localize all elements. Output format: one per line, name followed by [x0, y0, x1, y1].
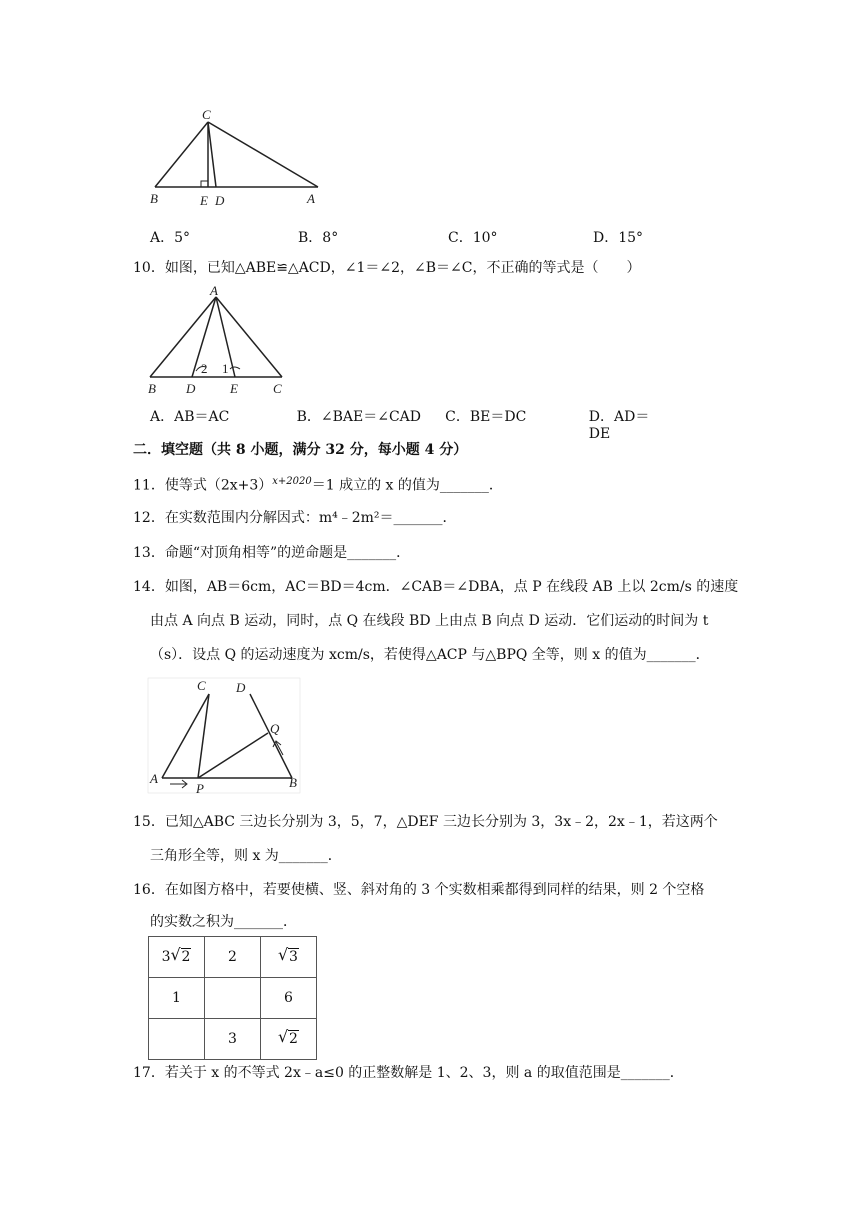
- q12: 12．在实数范围内分解因式：m⁴﹣2m²＝_______．: [133, 510, 457, 526]
- magic-square-grid: [148, 936, 317, 1060]
- label-D: D: [215, 193, 225, 208]
- label-B: B: [289, 775, 297, 790]
- grid-cell: [261, 1019, 317, 1060]
- label-A: A: [210, 285, 218, 298]
- q16-line-2: 的实数之积为_______．: [150, 914, 297, 930]
- q9-option-a[interactable]: A．5°: [150, 230, 191, 246]
- grid-cell: 3: [205, 1019, 261, 1060]
- q9-option-b[interactable]: B．8°: [298, 230, 339, 246]
- label-E: E: [230, 381, 238, 396]
- grid-cell: 1: [149, 978, 205, 1019]
- label-C: C: [197, 678, 206, 693]
- figure-q9-triangle: [140, 105, 340, 210]
- q10-option-d[interactable]: D．AD＝DE: [588, 409, 650, 442]
- q10-option-b[interactable]: B．∠BAE＝∠CAD: [296, 409, 422, 425]
- sqrt-icon: √ 2: [170, 945, 191, 965]
- label-B: B: [150, 191, 158, 206]
- q17: 17．若关于 x 的不等式 2x﹣a≤0 的正整数解是 1、2、3，则 a 的取值范围是_______．: [133, 1065, 684, 1081]
- grid-cell-blank: [149, 1019, 205, 1060]
- q11-post: ＝1 成立的 x 的值为_______．: [311, 477, 503, 494]
- grid-cell: 3 √ 2: [149, 937, 205, 978]
- q9-option-d[interactable]: D．15°: [593, 230, 644, 246]
- q16-line-1: 16．在如图方格中，若要使横、竖、斜对角的 3 个实数相乘都得到同样的结果，则 2 个空格: [133, 882, 705, 898]
- label-E: E: [200, 193, 208, 208]
- q14-line-2: 由点 A 向点 B 运动，同时，点 Q 在线段 BD 上由点 B 向点 D 运动．它们运动的时间为 t: [150, 613, 709, 629]
- sqrt-icon: √ 3: [278, 945, 298, 965]
- q10-stem: 10．如图，已知△ABE≌△ACD，∠1＝∠2，∠B＝∠C，不正确的等式是（ ）: [133, 260, 641, 276]
- section-2-heading: 二．填空题（共 8 小题，满分 32 分，每小题 4 分）: [133, 442, 468, 458]
- q10-option-a[interactable]: A．AB＝AC: [150, 409, 230, 425]
- label-B: B: [148, 381, 156, 396]
- grid-cell: 2: [205, 937, 261, 978]
- angle-label-2: 2: [201, 361, 208, 376]
- sqrt-icon: √ 2: [278, 1027, 298, 1047]
- label-Q: Q: [270, 721, 280, 736]
- figure-q14-diagram: [140, 675, 310, 800]
- grid-cell-blank: [205, 978, 261, 1019]
- label-D: D: [186, 381, 196, 396]
- label-A: A: [307, 191, 315, 206]
- grid-cell: 6: [261, 978, 317, 1019]
- figure-q10-triangle: [140, 285, 300, 400]
- q9-options: [150, 227, 670, 247]
- q10-option-c[interactable]: C．BE＝DC: [445, 409, 527, 425]
- label-C: C: [273, 381, 282, 396]
- grid-cell: [261, 937, 317, 978]
- q9-option-c[interactable]: C．10°: [448, 230, 498, 246]
- q15-line-1: 15．已知△ABC 三边长分别为 3，5，7，△DEF 三边长分别为 3，3x﹣2，2x﹣1，若这两个: [133, 814, 718, 830]
- q14-line-1: 14．如图，AB＝6cm，AC＝BD＝4cm．∠CAB＝∠DBA，点 P 在线段 AB 上以 2cm/s 的速度: [133, 579, 739, 595]
- label-D: D: [236, 680, 246, 695]
- label-C: C: [202, 107, 211, 122]
- q11-exponent: x+2020: [272, 476, 312, 487]
- q10-options: [150, 406, 670, 442]
- q13: 13．命题“对顶角相等”的逆命题是_______．: [133, 545, 411, 561]
- q11: [133, 472, 503, 496]
- q14-line-3: （s）．设点 Q 的运动速度为 xcm/s，若使得△ACP 与△BPQ 全等，则 x 的值为_______．: [150, 647, 710, 663]
- q11-pre: 11．使等式（2x+3）: [133, 477, 273, 494]
- label-P: P: [196, 781, 204, 796]
- q15-line-2: 三角形全等，则 x 为_______．: [150, 848, 342, 864]
- angle-label-1: 1: [222, 361, 229, 376]
- label-A: A: [150, 771, 158, 786]
